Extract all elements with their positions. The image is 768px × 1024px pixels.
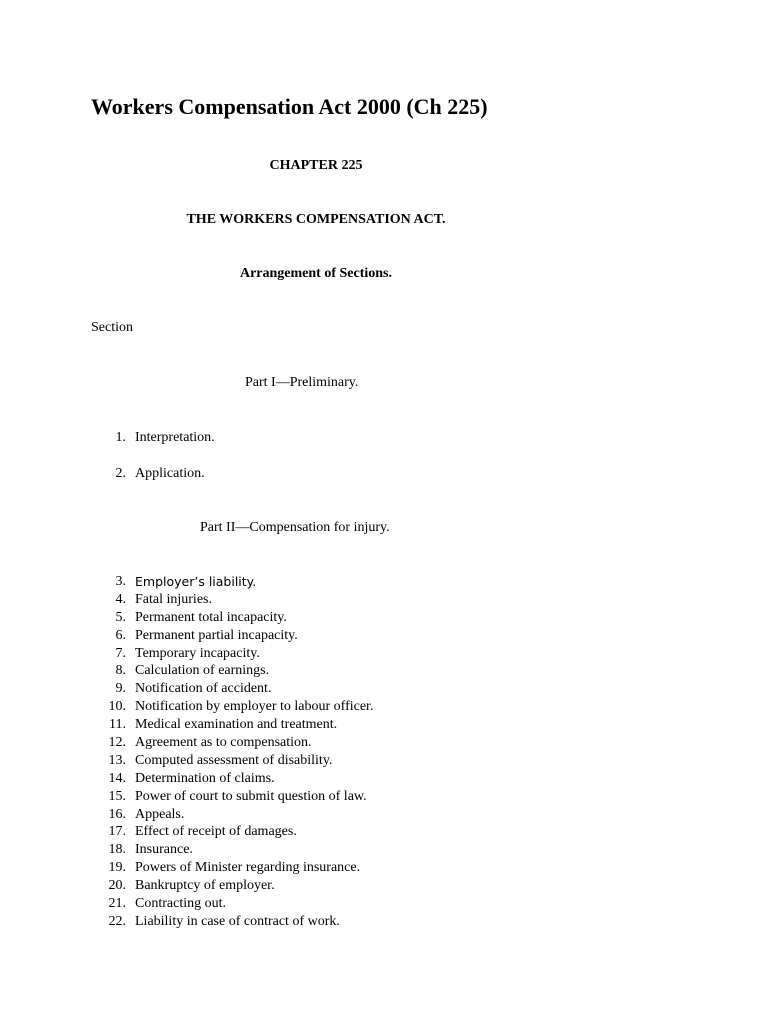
toc-entry — [0, 752, 768, 770]
section-title: Appeals. — [135, 806, 185, 822]
section-number: 19. — [108, 860, 126, 876]
section-title: Interpretation. — [135, 430, 215, 445]
section-number: 17. — [108, 824, 126, 840]
section-title: Effect of receipt of damages. — [135, 824, 297, 840]
toc-entry — [0, 716, 768, 734]
section-number: 6. — [115, 627, 126, 643]
section-number: 20. — [108, 878, 126, 894]
section-number: 4. — [115, 591, 126, 607]
toc-entry — [0, 895, 768, 913]
section-number: 8. — [115, 663, 126, 679]
toc-entry — [0, 662, 768, 680]
toc-entry — [0, 859, 768, 877]
section-number: 22. — [108, 913, 126, 929]
section-title: Powers of Minister regarding insurance. — [135, 860, 361, 876]
section-title: Temporary incapacity. — [135, 645, 260, 661]
toc-entry — [0, 609, 768, 627]
section-title: Notification of accident. — [135, 681, 272, 697]
arrangement-heading: Arrangement of Sections. — [239, 266, 393, 281]
section-number: 9. — [115, 681, 126, 697]
section-title: Permanent total incapacity. — [135, 609, 287, 625]
section-number: 5. — [115, 609, 126, 625]
section-number: 12. — [108, 735, 126, 751]
act-name-heading: THE WORKERS COMPENSATION ACT. — [186, 212, 446, 227]
toc-entry — [0, 734, 768, 752]
section-title: Contracting out. — [135, 896, 226, 912]
toc-entry — [0, 823, 768, 841]
section-title: Liability in case of contract of work. — [135, 913, 340, 929]
toc-entry — [0, 841, 768, 859]
part-1-section-list — [0, 429, 768, 501]
part-2-heading: Part II—Compensation for injury. — [200, 520, 390, 535]
section-number: 10. — [108, 699, 126, 715]
toc-entry — [0, 877, 768, 895]
toc-entry — [0, 698, 768, 716]
section-title: Fatal injuries. — [135, 591, 212, 607]
toc-entry — [0, 770, 768, 788]
section-title: Medical examination and treatment. — [135, 717, 338, 733]
section-title: Determination of claims. — [135, 770, 275, 786]
toc-entry — [0, 806, 768, 824]
toc-entry — [0, 788, 768, 806]
chapter-heading: CHAPTER 225 — [269, 158, 363, 173]
section-number: 3. — [115, 574, 126, 589]
section-title: Insurance. — [135, 842, 193, 858]
section-number: 7. — [115, 645, 126, 661]
section-number: 18. — [108, 842, 126, 858]
section-title: Permanent partial incapacity. — [135, 627, 298, 643]
section-title: Notification by employer to labour officer. — [135, 699, 374, 715]
section-title: Computed assessment of disability. — [135, 752, 333, 768]
toc-entry — [0, 645, 768, 663]
section-number: 11. — [109, 717, 126, 733]
toc-entry — [0, 573, 768, 591]
section-title: Employer’s liability. — [135, 574, 257, 589]
toc-entry — [0, 429, 768, 465]
toc-entry — [0, 465, 768, 501]
section-title: Application. — [135, 466, 205, 481]
toc-entry — [0, 680, 768, 698]
section-number: 16. — [108, 806, 126, 822]
toc-entry — [0, 627, 768, 645]
part-1-heading: Part I—Preliminary. — [245, 375, 359, 390]
section-number: 2. — [115, 466, 126, 481]
toc-entry — [0, 591, 768, 609]
section-number: 15. — [108, 788, 126, 804]
section-number: 14. — [108, 770, 126, 786]
section-column-label: Section — [91, 320, 133, 335]
section-title: Calculation of earnings. — [135, 663, 270, 679]
section-title: Agreement as to compensation. — [135, 735, 312, 751]
section-title: Power of court to submit question of law. — [135, 788, 367, 804]
section-number: 1. — [115, 430, 126, 445]
section-number: 13. — [108, 752, 126, 768]
section-title: Bankruptcy of employer. — [135, 878, 275, 894]
document-title: Workers Compensation Act 2000 (Ch 225) — [91, 94, 488, 119]
toc-entry — [0, 913, 768, 931]
section-number: 21. — [108, 896, 126, 912]
part-2-section-list — [0, 573, 768, 931]
